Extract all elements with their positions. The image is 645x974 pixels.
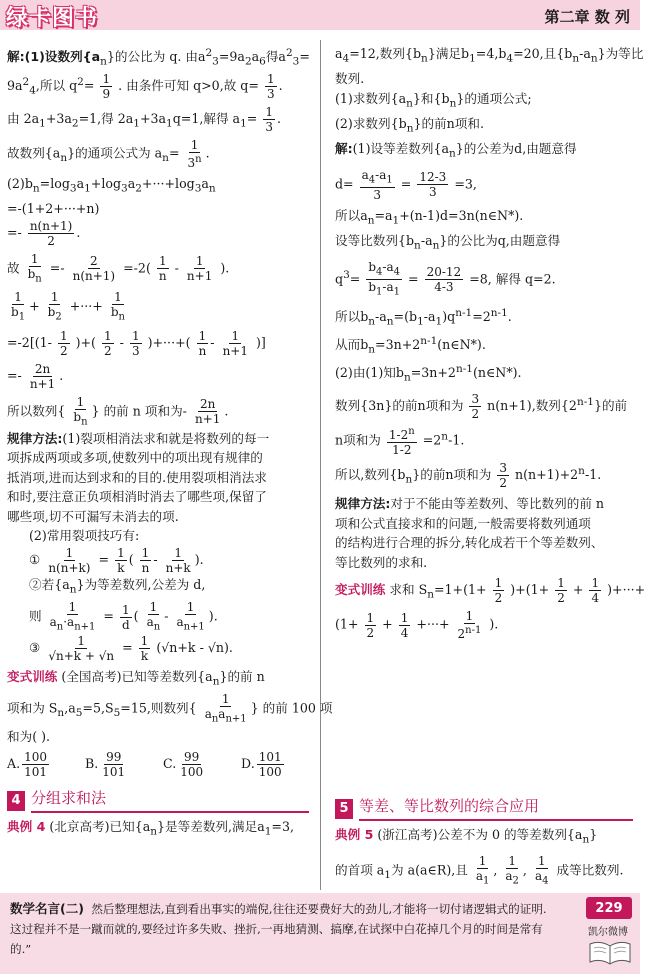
section-5-heading (335, 797, 633, 821)
solution-line-3: 由 $2a_1+3a_2=1$,得 $2a_1+3a_1q=1$,解得 $a_1=$ $\frac{1}{3}$ . (7, 105, 281, 135)
solution-line-1: 解:(1)设数列$\{a_n\}$的公比为 q. 由$a^2_3=9a_2a_6$得$a^2_3=$ (7, 47, 310, 68)
method-line-2: 项拆成两项或多项,使数列中的项出现有规律的 (7, 450, 263, 466)
right-line-11: 从而$b_n=3n+2^{n-1}(n\in N*)$. (335, 334, 486, 356)
fraction: $\frac{20-12}{4-3}$ (426, 265, 462, 295)
fraction: $\frac{1}{a_{n+1}}$ (176, 599, 205, 633)
right-line-3: (1)求数列$\{a_n\}$和$\{b_n\}$的通项公式; (335, 90, 532, 110)
right-method-line-1: 规律方法:对于不能由等差数列、等比数列的前 n (335, 496, 605, 512)
fraction: $\frac{1}{a_1}$ (475, 853, 490, 887)
option-d[interactable]: D. $\frac{101}{100}$ (241, 750, 282, 780)
fraction: $\frac{1}{2}$ (59, 328, 68, 358)
solution-line-8: 故 $\frac{1}{b_n}$ =- $\frac{2}{n(n+1)}$ =-2( $\frac{1}{n}$ - $\frac{1}{n+1}$ ). (7, 251, 230, 285)
fraction: $\frac{1}{n+1}$ (222, 328, 248, 358)
math-quote (10, 899, 558, 959)
section-title: 等差、等比数列的综合应用 (359, 797, 633, 821)
fraction: $\frac{1}{2}$ (366, 610, 375, 640)
right-line-12: (2)由(1)知$b_n=3n+2^{n-1}(n\in N*)$. (335, 363, 522, 384)
right-line-6: d= $\frac{a_4-a_1}{3}$ = $\frac{12-3}{3}$ =3, (335, 167, 477, 202)
page-number: 229 (586, 897, 632, 919)
fraction: $\frac{1}{2^{n-1}}$ (457, 609, 482, 642)
fraction: $\frac{3}{2}$ (499, 461, 507, 491)
quote-footer (0, 893, 640, 974)
example-5-line-1: 典例 5 (浙江高考)公差不为 0 的等差数列$\{a_n\}$ (335, 826, 598, 846)
solution-line-12: 所以数列{ $\frac{1}{b_n}$ } 的前 n 项和为- $\frac{2n}{n+1}$ . (7, 394, 229, 427)
right-line-7: 所以$a_n=a_1+(n-1)d=3n(n\in N*)$. (335, 207, 524, 227)
solution-line-11: =- $\frac{2n}{n+1}$ . (7, 361, 64, 391)
fraction: $\frac{1}{b_n}$ (110, 290, 125, 323)
method-line-5: 哪些项,切不可漏写未消去的项. (7, 508, 179, 524)
right-line-13: 数列{3n}的前n项和为 $\frac{3}{2}$ n(n+1),数列{2$^{n-1}$}的前 (335, 392, 628, 422)
open-book-icon (586, 938, 634, 966)
fraction: $\frac{1}{n}$ (158, 254, 167, 284)
fraction: $\frac{3}{2}$ (471, 392, 480, 422)
right-line-15: 所以,数列$\{b_n\}$的前n项和为 $\frac{3}{2}$ $n(n+1)+2^n-1$. (335, 461, 602, 491)
fraction: $\frac{b_4-a_4}{b_1-a_1}$ (368, 259, 400, 298)
method-subheading: (2)常用裂项技巧有: (29, 528, 140, 544)
fraction: $\frac{1}{9}$ (102, 72, 111, 102)
quote-title: 数学名言(二) (10, 901, 84, 916)
variant-exercise-line-1: 变式训练 (全国高考)已知等差数列$\{a_n\}$的前 n (7, 669, 265, 688)
formula-3: ③ $\frac{1}{√n+k + √n}$ = $\frac{1}{k}$ (√n+k - √n). (29, 634, 233, 664)
fraction: $\frac{1}{3}$ (265, 105, 273, 135)
fraction: $\frac{1}{3^n}$ (187, 138, 202, 171)
right-method-line-4: 等比数列的求和. (335, 554, 428, 570)
fraction: $\frac{1}{3}$ (131, 328, 140, 358)
right-variant-line-2: (1+ $\frac{1}{2}$ + $\frac{1}{4}$ +···+ $\frac{1}{2^{n-1}}$ ). (335, 609, 499, 642)
brand-name: 凯尔微博 (588, 927, 628, 938)
solution-line-2: $9a^2_4$,所以 $q^2=$ $\frac{1}{9}$ . 由条件可知 q>0,故 q= $\frac{1}{3}$ . (7, 72, 283, 102)
section-4-heading (7, 789, 309, 813)
fraction: $\frac{1}{b_2}$ (47, 290, 62, 323)
section-title: 分组求和法 (31, 789, 309, 813)
column-divider (320, 40, 321, 890)
fraction: $\frac{1}{√n+k + √n}$ (48, 634, 115, 664)
variant-exercise-line-3: 和为( ). (7, 728, 51, 744)
fraction: $\frac{1}{4}$ (400, 610, 409, 640)
formula-2b: 则 $\frac{1}{a_n\cdot a_{n+1}}$ = $\frac{1}{d}$ ( $\frac{1}{a_n}$ - $\frac{1}{a_{n+1}}$ ). (29, 599, 218, 633)
fraction: $\frac{1}{a_2}$ (505, 853, 519, 887)
right-line-9: $q^3=$ $\frac{b_4-a_4}{b_1-a_1}$ = $\frac{20-12}{4-3}$ =8, 解得 q=2. (335, 259, 556, 298)
fraction: $\frac{1}{n}$ (198, 328, 207, 358)
section-number: 4 (7, 791, 25, 811)
right-line-1: $a_4=12$,数列$\{b_n\}$满足$b_1=4,b_4=20$,且$\{b_n-a_n\}$为等比 (335, 46, 644, 65)
solution-line-4: 故数列$\{a_n\}$的通项公式为 $a_n=$ $\frac{1}{3^n}$ . (7, 138, 210, 171)
fraction: $\frac{1}{k}$ (117, 545, 125, 575)
solution-line-9: $\frac{1}{b_1}$ + $\frac{1}{b_2}$ +···+ $\frac{1}{b_n}$ (11, 290, 125, 323)
right-line-10: 所以$b_n-a_n=(b_1-a_1)q^{n-1}=2^{n-1}$. (335, 306, 512, 328)
option-c[interactable]: C. $\frac{99}{100}$ (163, 750, 204, 780)
quote-text: 然后整理想法,直到看出事实的端倪,往往还要费好大的劲儿,才能将一切付诸逻辑式的证明.这过程并不是一蹴而就的,要经过许多失败、挫折,一再地猜测、搞摩,在试探中白花掉几个月的时间是常有的.” (10, 902, 547, 956)
solution-line-10: =-2[(1- $\frac{1}{2}$ )+( $\frac{1}{2}$ - $\frac{1}{3}$ )+···+( $\frac{1}{n}$ - $\frac{1}{n+1}$ )] (7, 328, 266, 358)
fraction: $\frac{1}{a_na_{n+1}}$ (204, 692, 247, 725)
fraction: $\frac{12-3}{3}$ (419, 170, 447, 200)
answer-options (7, 750, 309, 779)
option-b[interactable]: B. $\frac{99}{101}$ (85, 750, 126, 780)
fraction: $\frac{1}{a_n\cdot a_{n+1}}$ (49, 599, 96, 633)
fraction: $\frac{1}{2}$ (104, 328, 112, 358)
book-logo: 绿卡图书 (6, 6, 99, 31)
fraction: $\frac{1}{n+k}$ (165, 545, 191, 575)
chapter-title: 第二章 数 列 (544, 8, 630, 26)
fraction: $\frac{1}{n}$ (141, 545, 150, 575)
variant-exercise-line-2: 项和为 $S_n,a_5=5,S_5=15$,则数列{ $\frac{1}{a_na_{n+1}}$ } 的前 100 项 (7, 692, 333, 725)
solution-line-7: =- $\frac{n(n+1)}{2}$ . (7, 218, 81, 248)
example-4-line: 典例 4 (北京高考)已知$\{a_n\}$是等差数列,满足$a_1=3$, (7, 818, 294, 838)
solution-line-6: =-(1+2+···+n) (7, 201, 100, 217)
fraction: $\frac{1}{2}$ (494, 576, 503, 606)
right-line-14: n项和为 $\frac{1-2^n}{1-2}$ $=2^n-1$. (335, 426, 465, 458)
fraction: $\frac{1-2^n}{1-2}$ (388, 426, 415, 458)
method-line-3: 抵消项,进而达到求和的目的.使用裂项相消法求 (7, 469, 267, 485)
fraction: $\frac{2n}{n+1}$ (194, 397, 221, 427)
fraction: $\frac{1}{2}$ (557, 576, 565, 606)
right-method-line-3: 的结构进行合理的拆分,转化成若干个等差数列、 (335, 535, 604, 551)
fraction: $\frac{1}{b_n}$ (73, 394, 88, 427)
right-line-5: 解:(1)设等差数列$\{a_n\}$的公差为d,由题意得 (335, 140, 577, 160)
fraction: $\frac{1}{4}$ (591, 576, 600, 606)
section-number: 5 (335, 799, 353, 819)
method-line-4: 和时,要注意正负项相消时消去了哪些项,保留了 (7, 489, 267, 505)
fraction: $\frac{1}{d}$ (121, 602, 130, 632)
fraction: $\frac{1}{n(n+k)}$ (48, 545, 91, 575)
right-method-line-2: 项和公式直接求和的问题,一般需要将数列通项 (335, 515, 591, 531)
fraction: $\frac{1}{a_4}$ (534, 853, 549, 887)
fraction: $\frac{1}{n+1}$ (186, 254, 213, 284)
method-line-1: 规律方法:(1)裂项相消法求和就是将数列的每一 (7, 430, 270, 446)
right-line-8: 设等比数列$\{b_n-a_n\}$的公比为q,由题意得 (335, 232, 561, 252)
fraction: $\frac{1}{3}$ (266, 72, 275, 102)
fraction: $\frac{n(n+1)}{2}$ (29, 218, 73, 248)
option-a[interactable]: A. $\frac{100}{101}$ (7, 750, 48, 780)
solution-line-5: $(2)b_n=\log_3a_1+\log_3a_2+\cdot\cdot\cdot+\log_3a_n$ (7, 176, 216, 195)
fraction: $\frac{1}{a_n}$ (146, 599, 161, 633)
page-header (0, 0, 640, 30)
right-line-2: 数列. (335, 71, 365, 87)
right-variant-line-1: 变式训练 求和 $S_n=1+(1+$ $\frac{1}{2}$ )+(1+ $\frac{1}{2}$ + $\frac{1}{4}$ )+···+ (335, 576, 645, 606)
example-5-line-2: 的首项 $a_1$为 a(a∈R),且 $\frac{1}{a_1}$ , $\frac{1}{a_2}$ , $\frac{1}{a_4}$ 成等比数列. (335, 853, 624, 887)
left-column (7, 44, 333, 842)
right-line-4: (2)求数列$\{b_n\}$的前n项和. (335, 115, 484, 135)
right-column (335, 44, 645, 888)
fraction: $\frac{1}{k}$ (140, 634, 149, 664)
fraction: $\frac{1}{b_n}$ (27, 251, 42, 285)
formula-1: ① $\frac{1}{n(n+k)}$ = $\frac{1}{k}$ ( $\frac{1}{n}$ - $\frac{1}{n+k}$ ). (29, 545, 204, 575)
fraction: $\frac{1}{b_1}$ (11, 290, 26, 323)
fraction: $\frac{a_4-a_1}{3}$ (361, 167, 393, 202)
fraction: $\frac{2}{n(n+1)}$ (72, 254, 116, 284)
formula-2: ②若$\{a_n\}$为等差数列,公差为 d, (29, 576, 206, 596)
fraction: $\frac{2n}{n+1}$ (29, 361, 56, 391)
